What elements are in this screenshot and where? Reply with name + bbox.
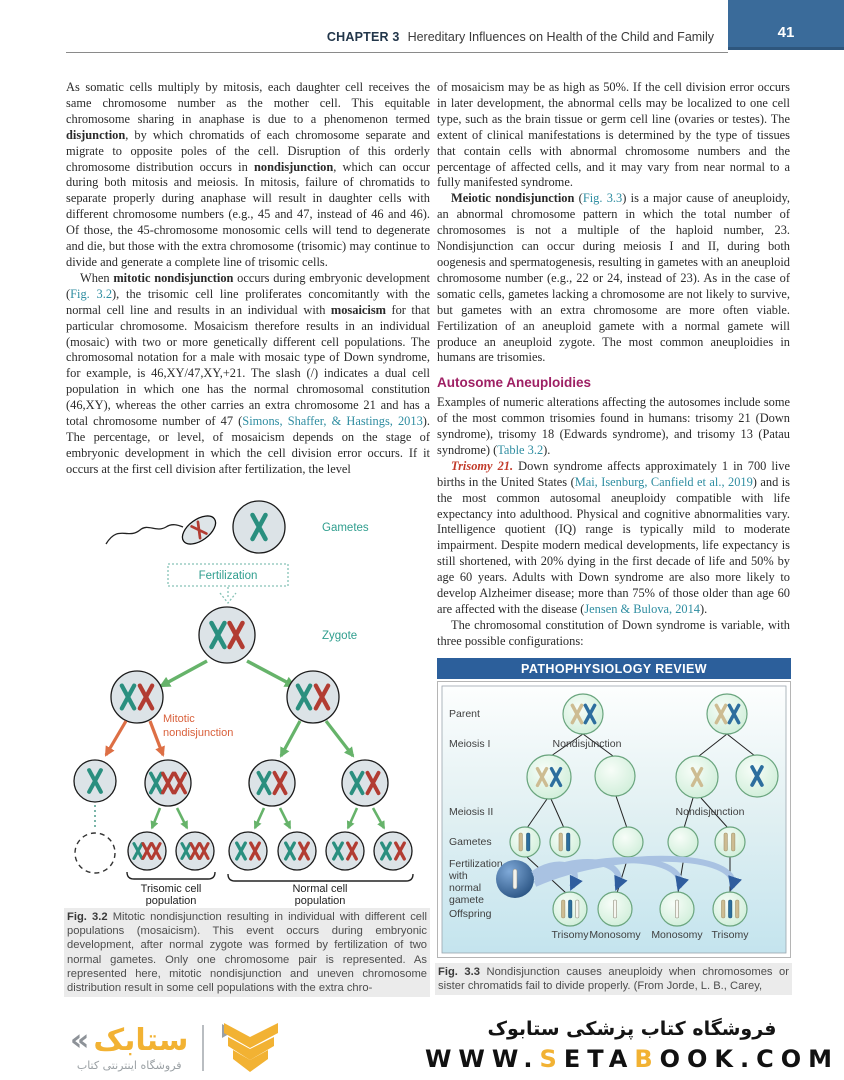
gamete-disomic bbox=[510, 827, 540, 857]
logo-chevron-icon: « bbox=[70, 1022, 90, 1058]
offspring-trisomy bbox=[553, 892, 587, 926]
normal-cell bbox=[342, 760, 388, 806]
monosomy-label: Monosomy bbox=[589, 929, 641, 941]
body-paragraph: As somatic cells multiply by mitosis, each daughter cell receives the same chromosome number as the mother cell. This equitable chromosome sharing in anaphase is due to a phenomenon termed disjunction, by which chromatids of each chromosome separate and migrate to opposite poles of the cell. Disruption of this orderly chromosome distribution occurs in nondisjunction, which can occur during both mitosis and meiosis. In mitosis, failure of chromatids to separate properly during anaphase will result in daughter cells with different chromosome numbers (e.g., 45 and 47, instead of 46 and 46). Of those, the 45-chromosome monosomic cells will tend to degenerate and die, but those with the extra chromosome (trisomic) may continue to divide and generate a complete line of trisomic cells. bbox=[66, 80, 430, 269]
mitotic-nondisjunction-label: Mitotic bbox=[163, 713, 195, 725]
trisomic-population-label: population bbox=[145, 895, 197, 906]
body-paragraph: When mitotic nondisjunction occurs during embryonic development (Fig. 3.2), the trisomic cell line proliferates concomitantly with the normal cell line and results in an individual with mosaicism for that particular chromosome. Mosaicism therefore results in an individual (mosaic) with two or more genetically different cell populations. The chromosomal notation for a male with mosaic type of Down syndrome, for example, is 46,XY/47,XY,+21. The slash (/) indicates a dual cell population in which one has the normal chromosomal constitution (46,XY), whereas the other carries an extra chromosome 21 and has a total chromosome number of 47 (Simons, Shaffer, & Hastings, 2013). The percentage, or level, of mosaicism depends on the stage of embryonic development in which the cell division error occurs. If it occurs at the first cell division after fertilization, the level bbox=[66, 270, 430, 476]
trisomic-bracket bbox=[127, 872, 215, 879]
body-paragraph: Meiotic nondisjunction (Fig. 3.3) is a major cause of aneuploidy, an abnormal chromosome pattern in which the total number of chromosomes is not a multiple of the haploid number, 23. Nondisjunction can occur during meiosis I and II, during both oogenesis and spermatogenesis, resulting in gametes with an aneuploid chromosome number (e.g., 22 or 24, instead of 23). As in the case of somatic cells, gametes lacking a chromosome are not likely to survive, but gametes with an extra chromosome are more often viable. Fertilization of an aneuploid gamete with a normal gamete will produce an aneuploid zygote. The most common aneuploidies in humans are trisomies. bbox=[437, 191, 790, 365]
zygote-label: Zygote bbox=[322, 630, 358, 642]
setabook-logo bbox=[70, 1022, 282, 1074]
logo-divider bbox=[202, 1025, 204, 1071]
logo-wordmark bbox=[70, 1024, 188, 1072]
nondisjunction-arrow bbox=[150, 721, 163, 755]
meiosis1-cell-empty bbox=[595, 756, 635, 796]
trisomic-population-cell bbox=[128, 832, 166, 870]
offspring-monosomy bbox=[598, 892, 632, 926]
division-arrow bbox=[326, 721, 353, 756]
zygote-cell bbox=[199, 607, 255, 663]
normal-population-label: population bbox=[294, 895, 346, 906]
bookstore-name-fa: فروشگاه کتاب پزشکی ستابوک bbox=[487, 1018, 777, 1040]
logo-text: ستابک bbox=[93, 1023, 189, 1058]
trisomy-label: Trisomy bbox=[551, 929, 589, 941]
offspring-trisomy bbox=[713, 892, 747, 926]
fertilization-label: normal bbox=[449, 882, 482, 894]
section-heading: Autosome Aneuploidies bbox=[437, 375, 592, 391]
gametes-label: Gametes bbox=[322, 522, 369, 534]
left-column bbox=[66, 80, 430, 478]
parent-cell bbox=[707, 694, 747, 734]
right-column bbox=[437, 80, 790, 650]
nondisjunction-label-meiosis1: Nondisjunction bbox=[552, 738, 622, 750]
normal-bracket bbox=[228, 874, 413, 881]
meiosis1-cell-blue bbox=[736, 755, 778, 797]
mitotic-nondisjunction-label: nondisjunction bbox=[163, 727, 234, 739]
normal-cell bbox=[249, 760, 295, 806]
meiosis1-cell-both-chromosomes bbox=[527, 755, 571, 799]
bookstore-url: WWW.SETABOOK.COM bbox=[424, 1045, 840, 1073]
normal-gamete-sphere bbox=[496, 860, 534, 898]
offspring-label: Offspring bbox=[449, 908, 492, 920]
monosomic-cell bbox=[74, 760, 116, 802]
trisomic-population-label: Trisomic cell bbox=[140, 883, 202, 895]
dying-cell bbox=[75, 833, 115, 873]
figure-3-3-caption: Fig. 3.3 Nondisjunction causes aneuploidy when chromosomes or sister chromatids fail to divide properly. (From Jorde, L. B., Carey, bbox=[435, 963, 792, 995]
normal-population-cell bbox=[374, 832, 412, 870]
nondisjunction-arrow bbox=[106, 721, 126, 755]
division-arrow bbox=[247, 661, 294, 686]
division-arrow bbox=[280, 808, 290, 828]
bookstore-footer bbox=[420, 1018, 844, 1073]
body-paragraph: Examples of numeric alterations affecting the autosomes include some of the most common trisomies found in humans: trisomy 21 (Down syndrome), trisomy 18 (Edwards syndrome), and trisomy 13 (Patau syndrome) (Table 3.2). bbox=[437, 395, 790, 457]
figure-3-3-diagram bbox=[437, 681, 791, 958]
division-arrow bbox=[281, 721, 300, 756]
gamete-disomic bbox=[550, 827, 580, 857]
division-arrow bbox=[255, 808, 264, 828]
offspring-monosomy bbox=[660, 892, 694, 926]
trisomic-population-cell bbox=[176, 832, 214, 870]
running-header: CHAPTER 3 Hereditary Influences on Health of the Child and Family bbox=[326, 30, 714, 44]
daughter-cell-right bbox=[287, 671, 339, 723]
gamete-double-tan bbox=[715, 827, 745, 857]
gamete-empty bbox=[613, 827, 643, 857]
figure-3-2-caption: Fig. 3.2 Mitotic nondisjunction resulting in individual with different cell populations (mosaicism). This event occurs during embryonic development, after normal zygote was formed by fertilization of two normal gametes. Only one chromosome pair is represented. As represented here, mitotic nondisjunction and uneven chromosome distribution result in some cell populations with the extra chro- bbox=[64, 908, 430, 997]
sperm-head bbox=[177, 510, 220, 549]
meiosis1-label: Meiosis I bbox=[449, 738, 491, 750]
body-paragraph: The chromosomal constitution of Down syndrome is variable, with three possible configurations: bbox=[437, 617, 790, 648]
parent-label: Parent bbox=[449, 708, 480, 720]
page-number-badge bbox=[728, 0, 844, 50]
parent-cell bbox=[563, 694, 603, 734]
normal-population-cell bbox=[326, 832, 364, 870]
body-paragraph: Trisomy 21. Down syndrome affects approximately 1 in 700 live births in the United States (Mai, Isenburg, Canfield et al., 2019) and is the most common autosomal aneuploidy compatible with life expectancy into adulthood. Physical and cognitive abnormalities vary. Intelligence quotient (IQ) range is typically mild to moderate impairment. Despite modern medical developments, life expectancy is still shortened, with 20% dying in the first decade of life and 50% by age 60 years. Adults with Down syndrome are also more likely to develop Alzheimer disease; more than 75% of those older than age 60 are affected with the disease (Jensen & Bulova, 2014). bbox=[437, 458, 790, 616]
division-arrow bbox=[177, 808, 187, 828]
fertilization-label: gamete bbox=[449, 894, 485, 906]
division-arrow bbox=[373, 808, 384, 828]
division-arrow bbox=[348, 808, 357, 828]
fertilization-label: with bbox=[449, 870, 468, 882]
nondisjunction-label-meiosis2: Nondisjunction bbox=[675, 806, 745, 818]
normal-population-cell bbox=[229, 832, 267, 870]
meiosis2-label: Meiosis II bbox=[449, 806, 494, 818]
figure-3-2-diagram bbox=[66, 478, 430, 906]
monosomy-label: Monosomy bbox=[651, 929, 703, 941]
header-rule bbox=[66, 52, 728, 53]
page-number: 41 bbox=[777, 24, 795, 41]
trisomy-label: Trisomy bbox=[711, 929, 749, 941]
logo-tagline: فروشگاه اینترنتی کتاب bbox=[76, 1059, 182, 1072]
daughter-cell-left bbox=[111, 671, 163, 723]
gametes-label: Gametes bbox=[449, 836, 492, 848]
fertilization-arrow bbox=[220, 587, 236, 603]
pathophysiology-review-banner bbox=[437, 658, 791, 679]
sperm-tail bbox=[106, 525, 183, 544]
normal-population-label: Normal cell bbox=[292, 883, 348, 895]
banner-title: PATHOPHYSIOLOGY REVIEW bbox=[521, 661, 707, 676]
logo-emblem-icon bbox=[218, 1022, 282, 1074]
fertilization-label: Fertilization bbox=[198, 570, 258, 582]
meiosis1-cell-tan bbox=[676, 756, 718, 798]
fertilization-label: Fertilization bbox=[449, 858, 503, 870]
body-paragraph: of mosaicism may be as high as 50%. If the cell division error occurs in later development, the abnormal cells may be localized to one cell type, such as the brain tissue or germ cell line (ovaries or testes). The extent of clinical manifestations is determined by the type of tissues that contain cells with abnormal chromosome numbers and the percentage of affected cells, and it may vary from near normal to a fully manifested syndrome. bbox=[437, 80, 790, 190]
normal-population-cell bbox=[278, 832, 316, 870]
division-arrow bbox=[152, 808, 160, 828]
gamete-empty bbox=[668, 827, 698, 857]
egg-cell bbox=[233, 501, 285, 553]
trisomic-cell bbox=[145, 760, 191, 806]
division-arrow bbox=[161, 661, 207, 686]
